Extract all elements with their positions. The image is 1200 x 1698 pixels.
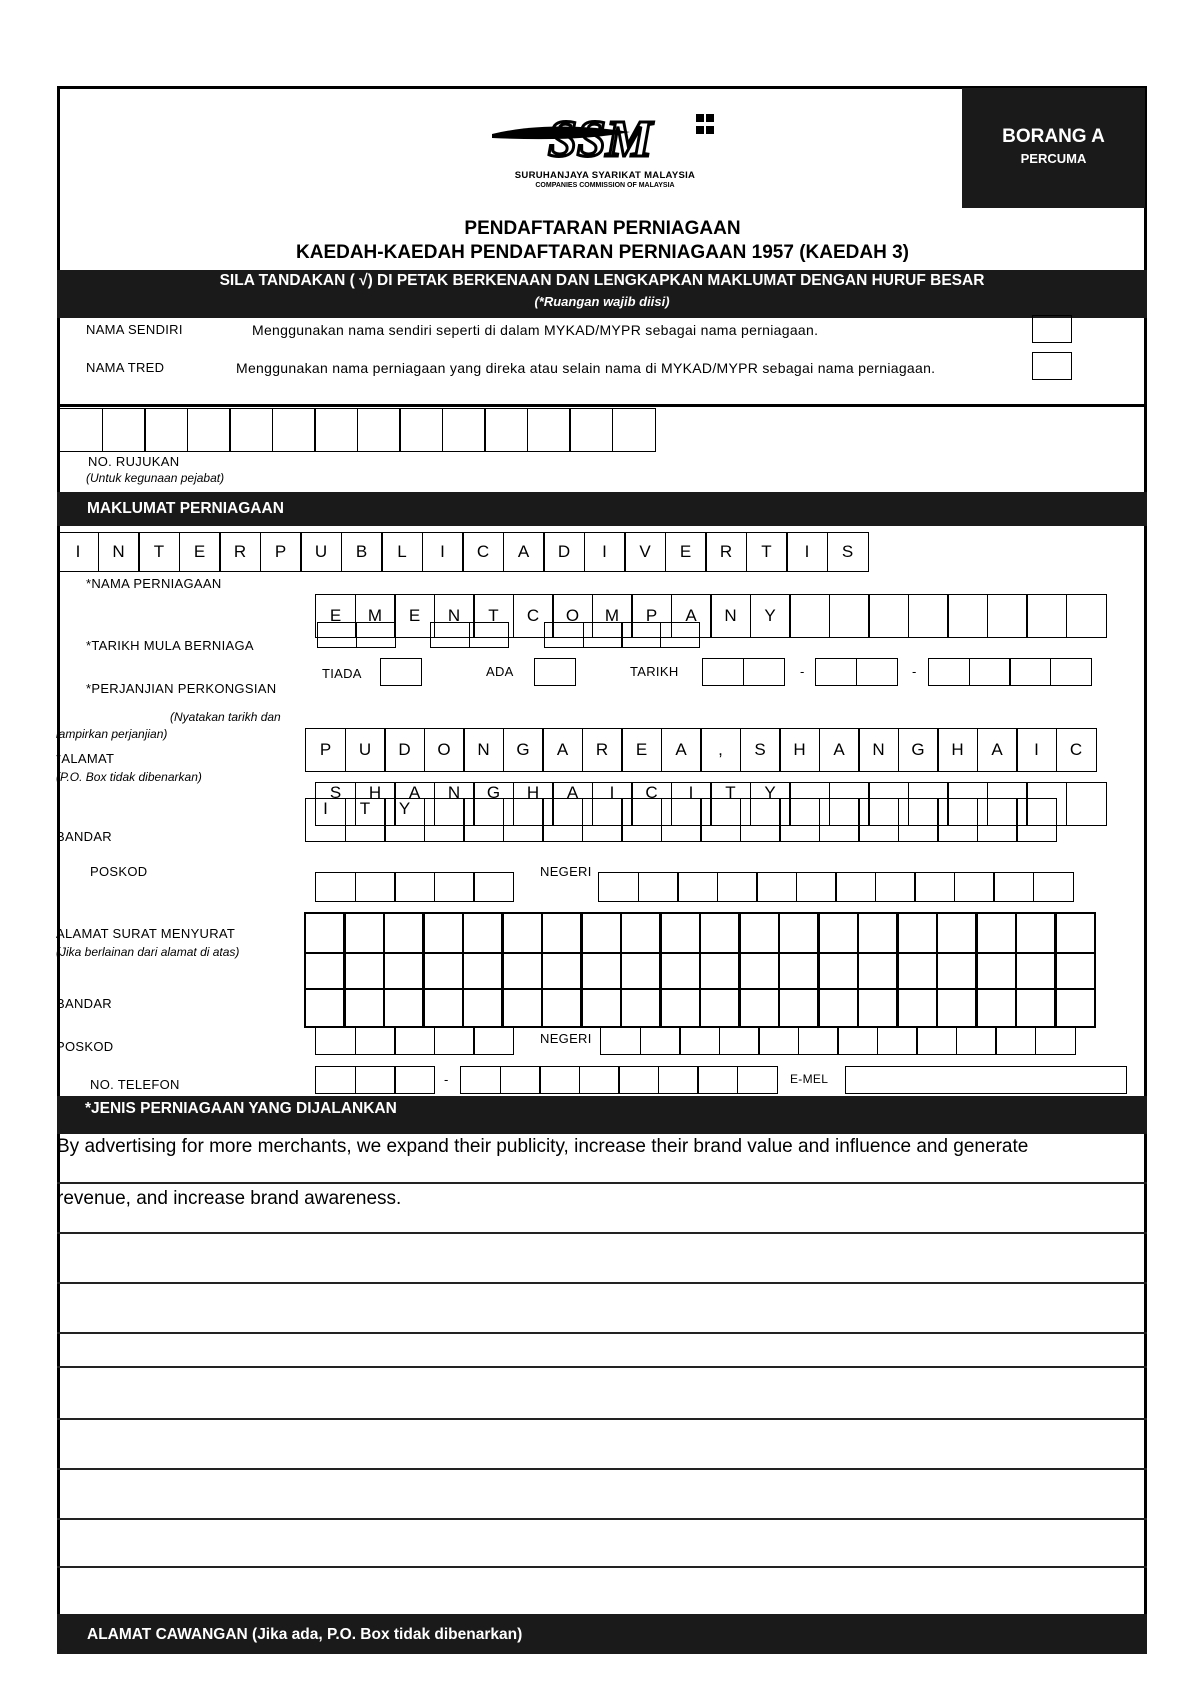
phone-prefix-boxes[interactable]	[315, 1066, 434, 1094]
start-date-day[interactable]	[317, 622, 394, 648]
char-box: V	[624, 532, 666, 572]
rule-line	[57, 1566, 1147, 1568]
rule-line	[57, 1418, 1147, 1420]
business-type-line-2[interactable]: revenue, and increase brand awareness.	[57, 1188, 402, 1209]
char-box: P	[305, 728, 346, 772]
char-box: I	[57, 532, 99, 572]
char-box: N	[710, 594, 751, 638]
char-box: C	[513, 594, 554, 638]
char-box: E	[315, 594, 356, 638]
char-box: C	[631, 782, 672, 826]
partnership-note-2: lampirkan perjanjian)	[56, 727, 168, 741]
business-type-line-1[interactable]: By advertising for more merchants, we expand their publicity, increase their brand value and influence and generate	[57, 1136, 1029, 1157]
char-box: H	[779, 728, 820, 772]
business-info-title: MAKLUMAT PERNIAGAAN	[87, 500, 284, 517]
trade-name-checkbox[interactable]	[1032, 352, 1072, 380]
char-box: L	[381, 532, 423, 572]
char-box: I	[305, 798, 346, 842]
branch-bar	[57, 1614, 1147, 1654]
address-row-1[interactable]	[305, 728, 1095, 772]
char-box	[1066, 594, 1107, 638]
business-name-label: *NAMA PERNIAGAAN	[86, 576, 222, 591]
address-note: (P.O. Box tidak dibenarkan)	[56, 770, 202, 784]
char-box: A	[503, 532, 545, 572]
char-box: N	[858, 728, 899, 772]
char-box: Y	[750, 594, 791, 638]
char-box: T	[138, 532, 180, 572]
char-box: S	[740, 728, 781, 772]
char-box	[868, 594, 909, 638]
char-box: A	[819, 728, 860, 772]
agreement-year[interactable]	[928, 658, 1090, 686]
char-box	[947, 594, 988, 638]
char-box: T	[345, 798, 386, 842]
char-box: A	[552, 782, 593, 826]
char-box: E	[394, 594, 435, 638]
rule-line	[57, 1232, 1147, 1234]
rule-line	[57, 1468, 1147, 1470]
char-box: M	[592, 594, 633, 638]
own-name-checkbox[interactable]	[1032, 315, 1072, 343]
address-label: *ALAMAT	[56, 751, 115, 766]
char-box: N	[434, 782, 475, 826]
phone-number-boxes[interactable]	[460, 1066, 776, 1094]
start-date-year[interactable]	[544, 622, 698, 648]
partnership-note-1: (Nyatakan tarikh dan	[170, 710, 281, 724]
trade-name-label: NAMA TRED	[86, 360, 165, 375]
start-date-month[interactable]	[430, 622, 507, 648]
start-date-label: *TARIKH MULA BERNIAGA	[86, 638, 254, 653]
own-name-desc: Menggunakan nama sendiri seperti di dalam MYKAD/MYPR sebagai nama perniagaan.	[252, 322, 819, 338]
char-box: A	[977, 728, 1018, 772]
rule-line	[57, 1282, 1147, 1284]
form-fee: PERCUMA	[1020, 151, 1087, 166]
reference-note: (Untuk kegunaan pejabat)	[86, 471, 225, 485]
char-box: G	[503, 728, 544, 772]
email-input[interactable]	[845, 1066, 1127, 1094]
agreement-day[interactable]	[702, 658, 783, 686]
reference-boxes[interactable]	[59, 408, 654, 452]
char-box: U	[345, 728, 386, 772]
char-box: I	[671, 782, 712, 826]
char-box: D	[384, 728, 425, 772]
form-name: BORANG A	[1002, 126, 1105, 147]
char-box: N	[463, 728, 504, 772]
instruction-bar	[57, 270, 1147, 318]
char-box: S	[315, 782, 356, 826]
logo-text: SSM	[548, 111, 653, 168]
char-box: U	[300, 532, 342, 572]
trade-name-desc: Menggunakan nama perniagaan yang direka atau selain nama di MYKAD/MYPR sebagai nama perniagaan.	[236, 360, 936, 376]
mailing-city-row[interactable]	[304, 988, 1094, 1028]
tarikh-label: TARIKH	[630, 664, 679, 679]
char-box: Y	[750, 782, 791, 826]
char-box: I	[1016, 728, 1057, 772]
page-title: PENDAFTARAN PERNIAGAAN	[464, 218, 741, 239]
char-box: N	[434, 594, 475, 638]
char-box	[1066, 782, 1107, 826]
char-box: A	[394, 782, 435, 826]
city-label: BANDAR	[56, 829, 112, 844]
char-box: R	[219, 532, 261, 572]
rule-line	[57, 1332, 1147, 1334]
mailing-postcode-boxes[interactable]	[315, 1027, 513, 1055]
char-box: O	[552, 594, 593, 638]
char-box: I	[584, 532, 626, 572]
char-box: P	[631, 594, 672, 638]
char-box: I	[592, 782, 633, 826]
char-box: ,	[700, 728, 741, 772]
char-box: P	[260, 532, 302, 572]
char-box: G	[898, 728, 939, 772]
char-box: E	[665, 532, 707, 572]
char-box: B	[341, 532, 383, 572]
instruction-text: SILA TANDAKAN ( √) DI PETAK BERKENAAN DAN LENGKAPKAN MAKLUMAT DENGAN HURUF BESAR	[219, 272, 985, 289]
char-box: A	[671, 594, 712, 638]
char-box: R	[582, 728, 623, 772]
tiada-label: TIADA	[322, 666, 362, 681]
char-box: H	[937, 728, 978, 772]
business-type-title: *JENIS PERNIAGAAN YANG DIJALANKAN	[85, 1100, 397, 1117]
ada-checkbox[interactable]	[534, 658, 576, 686]
own-name-label: NAMA SENDIRI	[86, 322, 183, 337]
char-box: Y	[384, 798, 425, 842]
org-name-ms: SURUHANJAYA SYARIKAT MALAYSIA	[514, 170, 696, 181]
rule-line	[57, 1182, 1147, 1184]
char-box: S	[827, 532, 869, 572]
char-box: T	[710, 782, 751, 826]
state-boxes[interactable]	[598, 872, 1072, 902]
char-box: T	[746, 532, 788, 572]
date-dash: -	[800, 664, 805, 679]
char-box	[908, 594, 949, 638]
mailing-state-label: NEGERI	[540, 1031, 592, 1046]
mailing-note: (Jika berlainan dari alamat di atas)	[56, 945, 240, 959]
char-box: T	[473, 594, 514, 638]
char-box: C	[462, 532, 504, 572]
char-box: R	[705, 532, 747, 572]
mailing-label: ALAMAT SURAT MENYURAT	[56, 926, 236, 941]
char-box: G	[473, 782, 514, 826]
branch-title: ALAMAT CAWANGAN (Jika ada, P.O. Box tidak dibenarkan)	[87, 1626, 523, 1643]
ssm-logo	[490, 104, 720, 194]
mandatory-note: (*Ruangan wajib diisi)	[534, 294, 670, 309]
char-box: A	[542, 728, 583, 772]
mailing-row-2[interactable]	[304, 952, 1094, 990]
char-box: I	[422, 532, 464, 572]
phone-label: NO. TELEFON	[90, 1077, 180, 1092]
char-box: O	[424, 728, 465, 772]
char-box: C	[1056, 728, 1097, 772]
char-box	[1026, 594, 1067, 638]
mailing-row-1[interactable]	[304, 912, 1094, 954]
mailing-state-boxes[interactable]	[600, 1027, 1074, 1055]
char-box: N	[98, 532, 140, 572]
mailing-city-label: BANDAR	[56, 996, 112, 1011]
form-id-block	[962, 88, 1145, 208]
partnership-label: *PERJANJIAN PERKONGSIAN	[86, 681, 277, 696]
page-subtitle: KAEDAH-KAEDAH PENDAFTARAN PERNIAGAAN 1957 (KAEDAH 3)	[296, 242, 909, 263]
city-row[interactable]	[305, 798, 1056, 842]
char-box: E	[179, 532, 221, 572]
char-box: D	[543, 532, 585, 572]
char-box	[829, 594, 870, 638]
char-box: H	[513, 782, 554, 826]
business-type-bar	[57, 1096, 1147, 1134]
char-box: H	[355, 782, 396, 826]
ada-label: ADA	[486, 664, 514, 679]
char-box	[789, 594, 830, 638]
email-label: E-MEL	[790, 1072, 829, 1086]
rule-line	[57, 1366, 1147, 1368]
rule-line	[57, 1518, 1147, 1520]
state-label: NEGERI	[540, 864, 592, 879]
agreement-month[interactable]	[815, 658, 896, 686]
postcode-label: POSKOD	[90, 864, 148, 879]
char-box: I	[786, 532, 828, 572]
org-name-en: COMPANIES COMMISSION OF MALAYSIA	[535, 182, 675, 189]
business-name-row-1[interactable]	[57, 532, 867, 572]
date-dash: -	[912, 664, 917, 679]
phone-dash: -	[444, 1072, 449, 1087]
char-box: E	[621, 728, 662, 772]
divider	[57, 404, 1147, 407]
char-box: A	[661, 728, 702, 772]
business-info-bar	[57, 492, 1147, 526]
mailing-postcode-label: POSKOD	[56, 1039, 114, 1054]
postcode-boxes[interactable]	[315, 872, 513, 902]
reference-label: NO. RUJUKAN	[88, 454, 180, 469]
char-box: M	[355, 594, 396, 638]
tiada-checkbox[interactable]	[380, 658, 422, 686]
char-box	[987, 594, 1028, 638]
